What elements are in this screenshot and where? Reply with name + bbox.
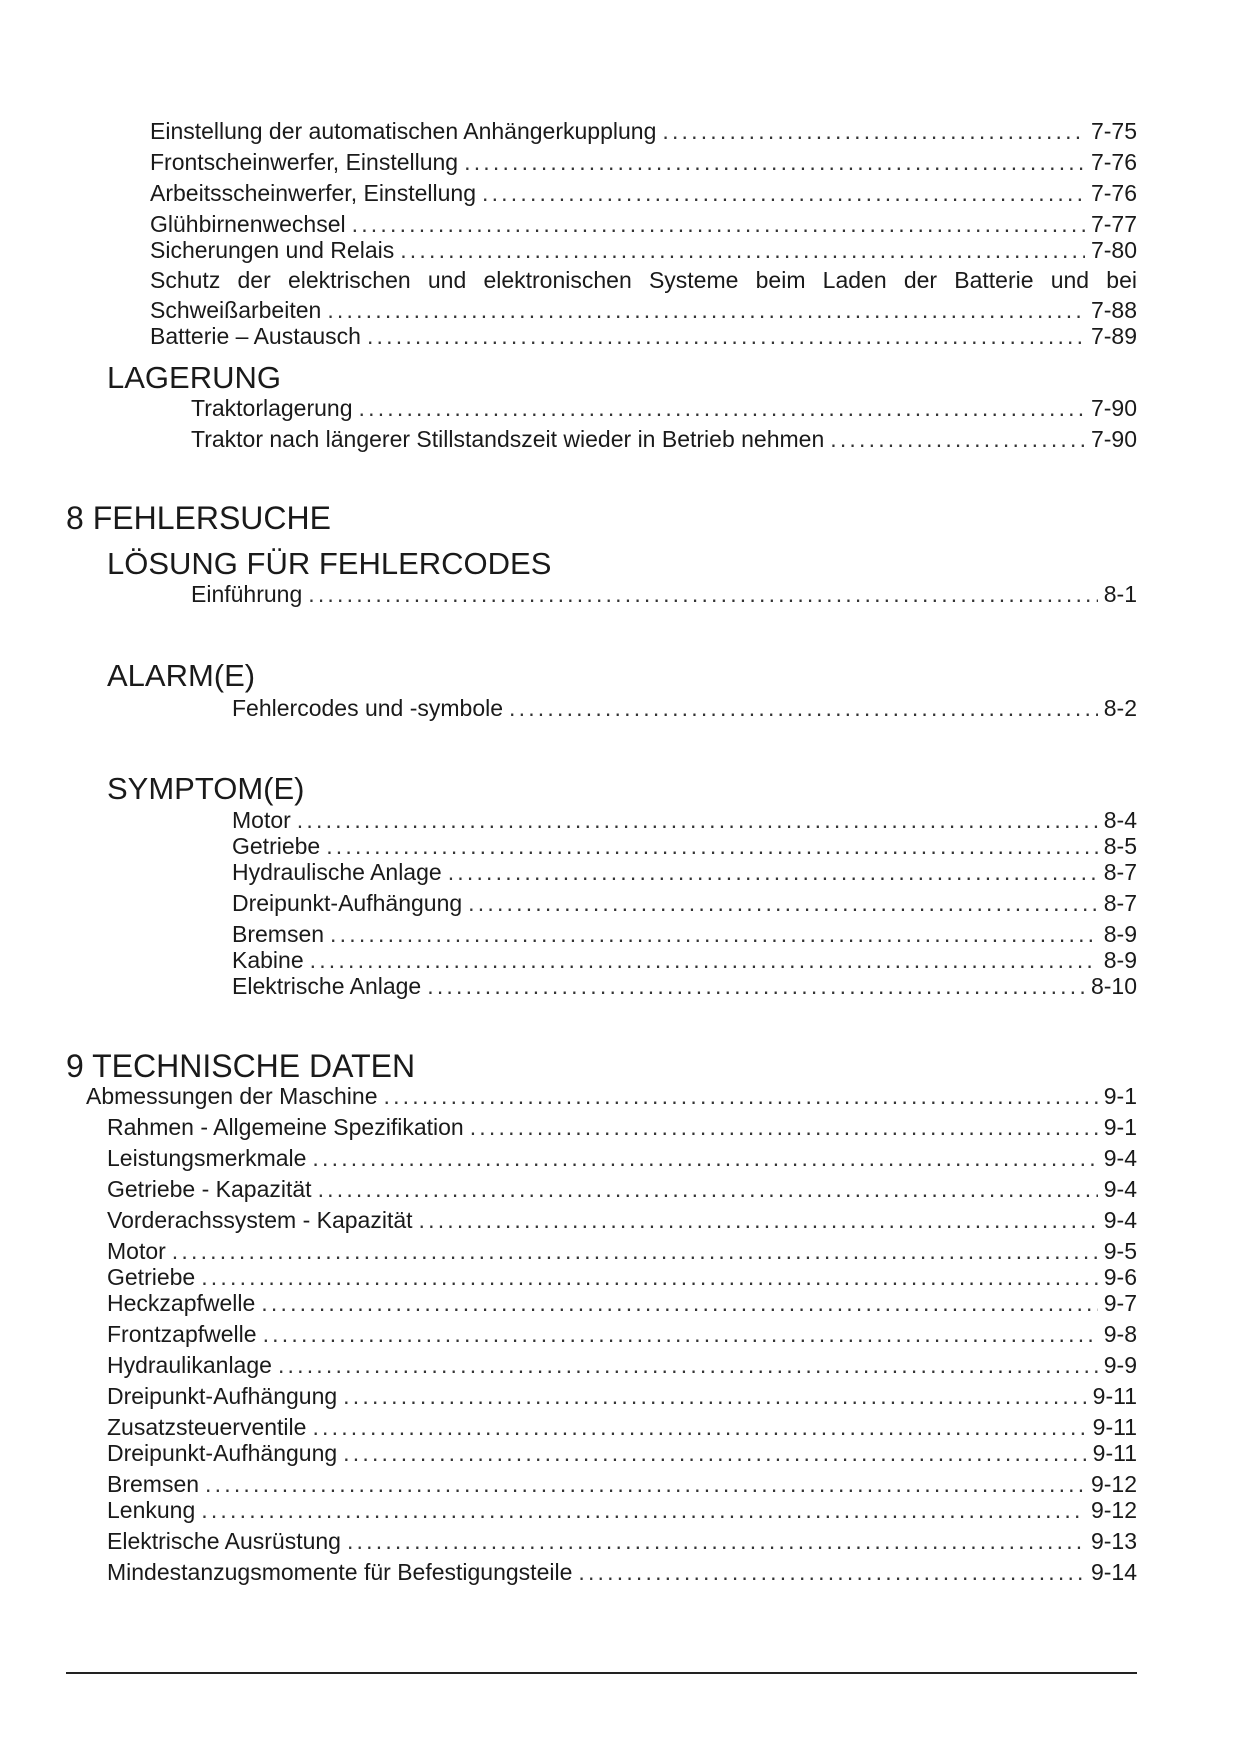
toc-entry[interactable] bbox=[232, 972, 1137, 1000]
toc-entry-title: Abmessungen der Maschine bbox=[86, 1083, 378, 1109]
toc-entry-page: 9-8 bbox=[1103, 1321, 1137, 1347]
toc-entry[interactable] bbox=[107, 1382, 1137, 1410]
toc-leader bbox=[419, 1206, 1098, 1234]
toc-entry-title: Traktor nach längerer Stillstandszeit wieder in Betrieb nehmen bbox=[191, 426, 825, 452]
toc-entry[interactable] bbox=[150, 296, 1137, 324]
toc-entry[interactable] bbox=[86, 1082, 1137, 1110]
toc-entry-page: 9-11 bbox=[1092, 1414, 1137, 1440]
toc-entry-title: Getriebe - Kapazität bbox=[107, 1176, 312, 1202]
toc-entry-page: 9-1 bbox=[1103, 1083, 1137, 1109]
toc-leader bbox=[326, 832, 1098, 860]
toc-entry[interactable] bbox=[232, 920, 1137, 948]
toc-entry[interactable] bbox=[107, 1439, 1137, 1467]
toc-entry-title: Zusatzsteuerventile bbox=[107, 1414, 307, 1440]
toc-entry-title: Vorderachssystem - Kapazität bbox=[107, 1207, 413, 1233]
toc-leader bbox=[384, 1082, 1098, 1110]
toc-entry-page: 7-75 bbox=[1090, 118, 1137, 144]
toc-entry-page: 8-9 bbox=[1103, 921, 1137, 947]
toc-entry-title: Batterie – Austausch bbox=[150, 323, 361, 349]
toc-entry[interactable] bbox=[107, 1470, 1137, 1498]
toc-entry[interactable] bbox=[150, 148, 1137, 176]
toc-entry-page: 9-7 bbox=[1103, 1290, 1137, 1316]
toc-entry-page: 8-5 bbox=[1103, 833, 1137, 859]
toc-entry[interactable] bbox=[191, 394, 1137, 422]
toc-entry-page: 9-14 bbox=[1090, 1559, 1137, 1585]
toc-entry-page: 9-11 bbox=[1092, 1440, 1137, 1466]
toc-leader bbox=[263, 1320, 1098, 1348]
toc-entry[interactable] bbox=[107, 1289, 1137, 1317]
toc-entry-title: Bremsen bbox=[107, 1471, 200, 1497]
toc-entry[interactable] bbox=[107, 1320, 1137, 1348]
toc-entry-page: 9-12 bbox=[1090, 1471, 1137, 1497]
toc-entry-title: Dreipunkt-Aufhängung bbox=[107, 1383, 338, 1409]
toc-entry-title: Frontscheinwerfer, Einstellung bbox=[150, 149, 459, 175]
toc-entry-title: Lenkung bbox=[107, 1497, 196, 1523]
toc-entry-multiline-first-line: Schutz der elektrischen und elektronischen Systeme beim Laden der Batterie und bei bbox=[150, 267, 1137, 293]
toc-leader bbox=[201, 1263, 1098, 1291]
toc-leader bbox=[830, 425, 1085, 453]
toc-leader bbox=[172, 1237, 1098, 1265]
toc-leader bbox=[400, 236, 1085, 264]
toc-entry-page: 9-1 bbox=[1103, 1114, 1137, 1140]
toc-entry-page: 8-7 bbox=[1103, 890, 1137, 916]
toc-entry[interactable] bbox=[232, 694, 1137, 722]
toc-entry-title: Rahmen - Allgemeine Spezifikation bbox=[107, 1114, 464, 1140]
toc-entry-title: Frontzapfwelle bbox=[107, 1321, 257, 1347]
toc-entry-title: Getriebe bbox=[107, 1264, 196, 1290]
toc-entry-title: Dreipunkt-Aufhängung bbox=[107, 1440, 338, 1466]
toc-leader bbox=[327, 296, 1085, 324]
toc-entry-page: 9-9 bbox=[1103, 1352, 1137, 1378]
toc-entry-page: 8-4 bbox=[1103, 807, 1137, 833]
section-heading-alarm: ALARM(E) bbox=[107, 658, 256, 693]
toc-leader bbox=[205, 1470, 1085, 1498]
toc-entry-page: 7-80 bbox=[1090, 237, 1137, 263]
toc-entry-page: 7-88 bbox=[1090, 297, 1137, 323]
toc-entry[interactable] bbox=[232, 858, 1137, 886]
toc-entry-page: 7-90 bbox=[1090, 395, 1137, 421]
toc-leader bbox=[448, 858, 1098, 886]
toc-entry-page: 9-5 bbox=[1103, 1238, 1137, 1264]
toc-leader bbox=[470, 1113, 1098, 1141]
toc-entry-page: 8-7 bbox=[1103, 859, 1137, 885]
toc-entry-title: Leistungsmerkmale bbox=[107, 1145, 307, 1171]
toc-entry-title: Einführung bbox=[191, 581, 303, 607]
toc-leader bbox=[352, 210, 1085, 238]
toc-leader bbox=[662, 117, 1085, 145]
toc-entry-title: Elektrische Anlage bbox=[232, 973, 422, 999]
toc-entry-title: Schweißarbeiten bbox=[150, 297, 322, 323]
toc-entry[interactable] bbox=[107, 1558, 1137, 1586]
toc-entry[interactable] bbox=[150, 236, 1137, 264]
toc-entry-page: 9-11 bbox=[1092, 1383, 1137, 1409]
toc-leader bbox=[310, 946, 1098, 974]
toc-entry[interactable] bbox=[107, 1263, 1137, 1291]
toc-entry[interactable] bbox=[232, 806, 1137, 834]
toc-entry-title: Glühbirnenwechsel bbox=[150, 211, 346, 237]
toc-entry-page: 9-6 bbox=[1103, 1264, 1137, 1290]
toc-entry-title: Heckzapfwelle bbox=[107, 1290, 256, 1316]
toc-entry-title: Sicherungen und Relais bbox=[150, 237, 395, 263]
toc-entry[interactable] bbox=[191, 580, 1137, 608]
toc-entry-title: Bremsen bbox=[232, 921, 325, 947]
toc-entry-page: 9-4 bbox=[1103, 1207, 1137, 1233]
toc-entry-page: 8-9 bbox=[1103, 947, 1137, 973]
toc-entry-page: 9-12 bbox=[1090, 1497, 1137, 1523]
toc-entry[interactable] bbox=[150, 322, 1137, 350]
toc-entry-title: Einstellung der automatischen Anhängerkupplung bbox=[150, 118, 657, 144]
toc-entry[interactable] bbox=[232, 889, 1137, 917]
toc-leader bbox=[347, 1527, 1085, 1555]
toc-entry-title: Traktorlagerung bbox=[191, 395, 353, 421]
toc-leader bbox=[312, 1144, 1097, 1172]
toc-entry[interactable] bbox=[150, 210, 1137, 238]
toc-entry-title: Dreipunkt-Aufhängung bbox=[232, 890, 463, 916]
toc-leader bbox=[482, 179, 1085, 207]
toc-leader bbox=[464, 148, 1085, 176]
chapter-heading-8: 8 FEHLERSUCHE bbox=[66, 500, 331, 536]
toc-leader bbox=[468, 889, 1098, 917]
toc-leader bbox=[312, 1413, 1086, 1441]
toc-leader bbox=[578, 1558, 1085, 1586]
footer-rule bbox=[66, 1672, 1137, 1674]
toc-entry[interactable] bbox=[107, 1206, 1137, 1234]
toc-entry-page: 7-90 bbox=[1090, 426, 1137, 452]
toc-entry-title: Hydraulikanlage bbox=[107, 1352, 272, 1378]
toc-entry-title: Mindestanzugsmomente für Befestigungsteile bbox=[107, 1559, 573, 1585]
toc-entry-title: Motor bbox=[107, 1238, 166, 1264]
toc-entry-page: 7-77 bbox=[1090, 211, 1137, 237]
toc-entry[interactable] bbox=[150, 179, 1137, 207]
toc-entry-page: 9-13 bbox=[1090, 1528, 1137, 1554]
toc-entry-page: 9-4 bbox=[1103, 1176, 1137, 1202]
toc-leader bbox=[330, 920, 1098, 948]
toc-entry-page: 8-2 bbox=[1103, 695, 1137, 721]
section-heading-loesung: LÖSUNG FÜR FEHLERCODES bbox=[107, 546, 552, 581]
toc-leader bbox=[343, 1439, 1087, 1467]
toc-entry[interactable] bbox=[191, 425, 1137, 453]
toc-leader bbox=[367, 322, 1085, 350]
toc-entry-title: Fehlercodes und -symbole bbox=[232, 695, 504, 721]
toc-entry[interactable] bbox=[107, 1527, 1137, 1555]
toc-entry[interactable] bbox=[107, 1351, 1137, 1379]
toc-entry-page: 8-1 bbox=[1103, 581, 1137, 607]
toc-entry[interactable] bbox=[232, 946, 1137, 974]
toc-entry[interactable] bbox=[107, 1237, 1137, 1265]
toc-leader bbox=[509, 694, 1098, 722]
toc-leader bbox=[318, 1175, 1098, 1203]
toc-entry[interactable] bbox=[232, 832, 1137, 860]
chapter-heading-9: 9 TECHNISCHE DATEN bbox=[66, 1048, 416, 1084]
toc-entry-page: 7-76 bbox=[1090, 149, 1137, 175]
toc-entry-title: Arbeitsscheinwerfer, Einstellung bbox=[150, 180, 476, 206]
toc-leader bbox=[297, 806, 1098, 834]
toc-leader bbox=[343, 1382, 1087, 1410]
toc-entry[interactable] bbox=[107, 1496, 1137, 1524]
toc-leader bbox=[308, 580, 1098, 608]
section-heading-symptom: SYMPTOM(E) bbox=[107, 771, 305, 806]
toc-entry-title: Hydraulische Anlage bbox=[232, 859, 442, 885]
toc-leader bbox=[261, 1289, 1097, 1317]
toc-leader bbox=[427, 972, 1085, 1000]
toc-leader bbox=[278, 1351, 1098, 1379]
toc-entry-title: Motor bbox=[232, 807, 291, 833]
toc-entry[interactable] bbox=[107, 1144, 1137, 1172]
toc-entry-title: Elektrische Ausrüstung bbox=[107, 1528, 341, 1554]
toc-entry-page: 9-4 bbox=[1103, 1145, 1137, 1171]
toc-entry-title: Getriebe bbox=[232, 833, 321, 859]
toc-entry-page: 8-10 bbox=[1090, 973, 1137, 999]
toc-entry[interactable] bbox=[107, 1413, 1137, 1441]
toc-entry-page: 7-89 bbox=[1090, 323, 1137, 349]
toc-entry[interactable] bbox=[107, 1175, 1137, 1203]
toc-entry-title: Kabine bbox=[232, 947, 304, 973]
toc-leader bbox=[201, 1496, 1085, 1524]
toc-entry[interactable] bbox=[107, 1113, 1137, 1141]
toc-entry[interactable] bbox=[150, 117, 1137, 145]
section-heading-lagerung: LAGERUNG bbox=[107, 360, 281, 395]
toc-entry-page: 7-76 bbox=[1090, 180, 1137, 206]
toc-leader bbox=[359, 394, 1085, 422]
